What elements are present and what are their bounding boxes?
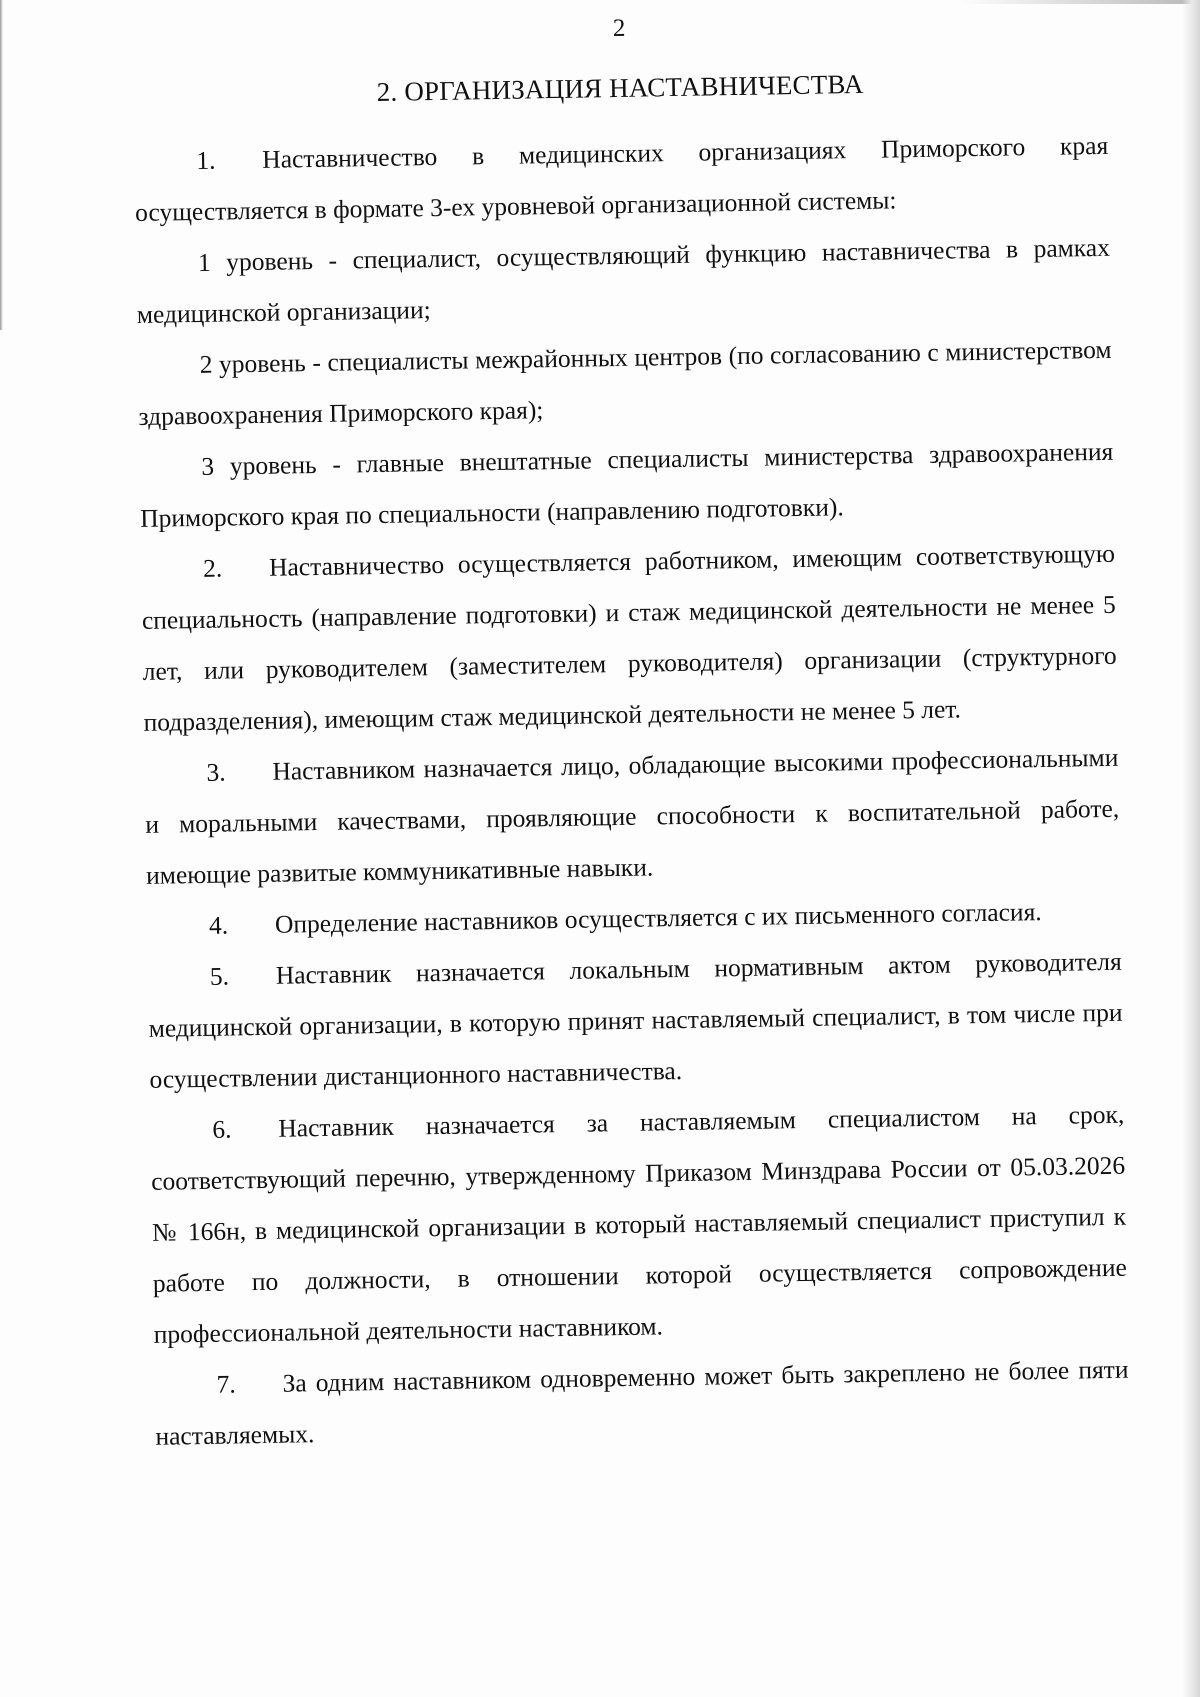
scan-shadow-left	[0, 0, 3, 330]
paragraph-number: 5.	[209, 961, 230, 991]
paragraph-2	[141, 528, 1118, 748]
level-3-item	[139, 426, 1115, 544]
paragraph-number: 2.	[202, 553, 223, 583]
page-number: 2	[612, 14, 626, 43]
paragraph-text: 2 уровень - специалисты межрайонных центров (по согласованию с министерством здравоохранения Приморского края);	[138, 334, 1112, 431]
paragraph-number: 1.	[196, 145, 216, 175]
paragraph-number: 6.	[212, 1114, 232, 1144]
paragraph-number: 7.	[216, 1369, 236, 1399]
paragraph-text: За одним наставником одновременно может быть закреплено не более пяти наставляемых.	[155, 1354, 1129, 1451]
paragraph-3	[144, 732, 1120, 901]
paragraph-text: Наставник назначается локальным нормативным актом руководителя медицинской организации, в которую принят наставляемый специалист, в том числе при осуществлении дистанционного наставничества.	[148, 946, 1123, 1094]
paragraph-5	[147, 936, 1123, 1105]
document-body	[132, 6, 1130, 1462]
paragraph-number: 3.	[206, 757, 226, 787]
paragraph-text: Определение наставников осуществляется с их письменного согласия.	[274, 897, 1042, 939]
section-title: 2. ОРГАНИЗАЦИЯ НАСТАВНИЧЕСТВА	[376, 68, 864, 107]
level-2-item	[137, 324, 1113, 442]
paragraph-6	[150, 1089, 1128, 1360]
paragraph-text: Наставничество в медицинских организациях Приморского края осуществляется в формате 3-ех уровневой организационной системы:	[134, 130, 1109, 227]
paragraph-1	[134, 120, 1110, 238]
paragraph-number: 4.	[208, 910, 229, 940]
level-1-item	[136, 222, 1112, 340]
paragraph-7	[154, 1344, 1130, 1462]
paragraph-text: Наставничество осуществляется работником, имеющим соответствующую специальность (направление подготовки) и стаж медицинской деятельности не менее 5 лет, или руководителем (заместителем руководителя) организации (структурного подразделения), имеющим стаж медицинской деятельности не менее 5 лет.	[141, 538, 1117, 737]
paragraph-text: Наставником назначается лицо, обладающие высокими профессиональными и моральными качествами, проявляющие способности к воспитательной работе, имеющие развитые коммуникативные навыки.	[145, 742, 1120, 890]
scan-shadow-top	[960, 0, 1200, 4]
scan-shadow-right	[1182, 0, 1200, 1697]
paragraph-text: Наставник назначается за наставляемым специалистом на срок, соответствующий перечню, утвержденному Приказом Минздрава России от 05.03.2026 № 166н, в медицинской организации в который наставляемый специалист приступил к работе по должности, в отношении которой осуществляется сопровождение профессиональной деятельности наставником.	[150, 1099, 1128, 1349]
paragraph-text: 3 уровень - главные внештатные специалисты министерства здравоохранения Приморского края по специальности (направлению подготовки).	[139, 436, 1114, 533]
paragraph-text: 1 уровень - специалист, осуществляющий функцию наставничества в рамках медицинской организации;	[136, 232, 1111, 329]
